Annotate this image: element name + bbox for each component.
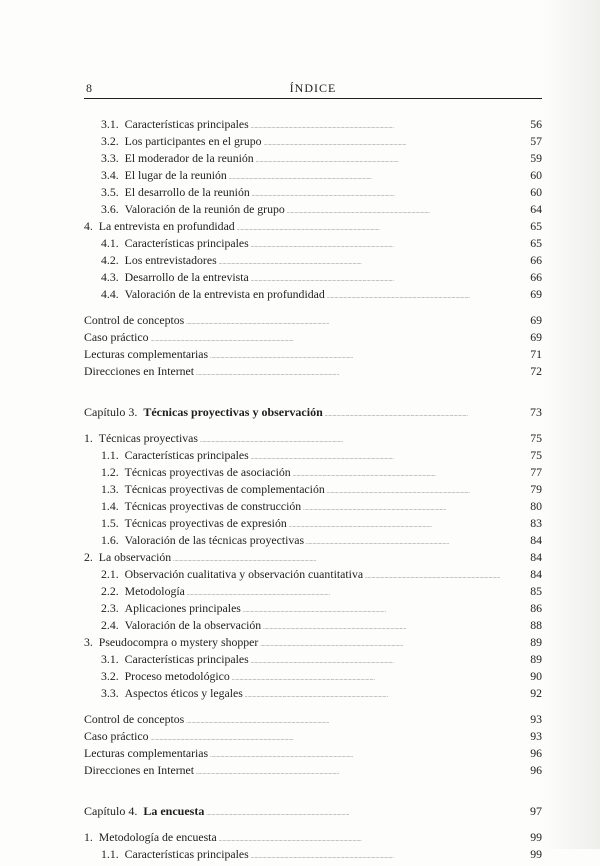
toc-entry-page: 96 [530, 763, 542, 777]
toc-entry-title: La entrevista en profundidad [98, 219, 235, 233]
toc-entry-page: 56 [530, 117, 542, 131]
toc-entry[interactable] [84, 600, 542, 617]
toc-entry-title: Lecturas complementarias [84, 347, 209, 361]
toc-entry-number: 1.3. [101, 482, 119, 496]
page-edge-shadow [542, 0, 600, 849]
toc-entry-title: Control de conceptos [84, 712, 185, 726]
toc-entry-number: 3.2. [101, 669, 119, 683]
toc-entry-number: 2.3. [101, 601, 119, 615]
toc-entry-page: 60 [530, 168, 542, 182]
toc-entry-page: 93 [530, 729, 542, 743]
toc-entry-number: 1.5. [101, 516, 119, 530]
toc-entry-page: 99 [530, 847, 542, 861]
toc-entry-page: 83 [530, 516, 542, 530]
toc-entry[interactable] [84, 651, 542, 668]
toc-entry-title: Observación cualitativa y observación cuantitativa [124, 567, 364, 581]
dot-leader [245, 685, 500, 705]
toc-entry[interactable] [84, 583, 542, 600]
toc-entry[interactable] [84, 150, 542, 167]
toc-entry-title: Caso práctico [84, 729, 149, 743]
toc-entry[interactable] [84, 201, 542, 218]
toc-entry-title: Pseudocompra o mystery shopper [98, 635, 259, 649]
toc-entry[interactable] [84, 312, 542, 329]
toc-entry-number: 2.2. [101, 584, 119, 598]
toc-entry-title: Características principales [124, 652, 249, 666]
toc-entry[interactable] [84, 711, 542, 728]
toc-entry-number: 4.4. [101, 287, 119, 301]
toc-entry-title: Desarrollo de la entrevista [124, 270, 249, 284]
toc-entry[interactable] [84, 685, 542, 702]
dot-leader [325, 404, 500, 424]
toc-entry-title: El desarrollo de la reunión [124, 185, 250, 199]
toc-entry-title: Aspectos éticos y legales [124, 686, 243, 700]
toc-entry[interactable] [84, 286, 542, 303]
toc-entry-page: 96 [530, 746, 542, 760]
toc-entry-page: 60 [530, 185, 542, 199]
toc-entry-number: 1. [84, 830, 93, 844]
toc-entry-title: Características principales [124, 847, 249, 861]
toc-entry-number: 3.1. [101, 117, 119, 131]
toc-entry-title: Características principales [124, 448, 249, 462]
toc-entry-number: 4.2. [101, 253, 119, 267]
toc-entry-title: Técnicas proyectivas de expresión [124, 516, 287, 530]
toc-entry-number: 1.6. [101, 533, 119, 547]
toc-entry-number: 3. [84, 635, 93, 649]
toc-entry[interactable] [84, 269, 542, 286]
toc-entry-title: Direcciones en Internet [84, 364, 195, 378]
toc-entry-page: 80 [530, 499, 542, 513]
toc-spacer [84, 779, 542, 803]
toc-entry-number: 2.4. [101, 618, 119, 632]
toc-entry[interactable] [84, 515, 542, 532]
toc-entry-number: 2. [84, 550, 93, 564]
toc-entry-number: 4.3. [101, 270, 119, 284]
toc-entry-page: 90 [530, 669, 542, 683]
toc-entry[interactable] [84, 133, 542, 150]
toc-entry-title: Técnicas proyectivas [98, 431, 199, 445]
toc-entry-title: Metodología [124, 584, 185, 598]
toc-entry-page: 69 [530, 313, 542, 327]
toc-entry-page: 65 [530, 219, 542, 233]
toc-entry-number: 3.4. [101, 168, 119, 182]
toc-entry-title: La encuesta [143, 804, 205, 818]
toc-entry-title: El lugar de la reunión [124, 168, 227, 182]
toc-entry[interactable] [84, 464, 542, 481]
toc-entry-title: Caso práctico [84, 330, 149, 344]
toc-entry-number: 2.1. [101, 567, 119, 581]
toc-entry[interactable] [84, 252, 542, 269]
toc-entry-number: 1.2. [101, 465, 119, 479]
toc-entry-page: 89 [530, 635, 542, 649]
running-header [84, 80, 542, 99]
toc-entry[interactable] [84, 498, 542, 515]
dot-leader [327, 286, 500, 306]
toc-entry[interactable] [84, 235, 542, 252]
toc-entry-title: Metodología de encuesta [98, 830, 217, 844]
toc-entry-page: 59 [530, 151, 542, 165]
toc-entry-number: 4. [84, 219, 93, 233]
toc-entry-page: 79 [530, 482, 542, 496]
toc-entry[interactable] [84, 532, 542, 549]
toc-entry[interactable] [84, 430, 542, 447]
toc-entry[interactable] [84, 728, 542, 745]
toc-entry[interactable] [84, 218, 542, 235]
toc-entry-title: Valoración de la entrevista en profundidad [124, 287, 325, 301]
toc-entry-page: 84 [530, 550, 542, 564]
toc-entry-page: 65 [530, 236, 542, 250]
toc-entry-title: Características principales [124, 236, 249, 250]
toc-entry-title: Valoración de la observación [124, 618, 262, 632]
toc-entry-page: 85 [530, 584, 542, 598]
toc-entry[interactable] [84, 549, 542, 566]
toc-entry[interactable] [84, 184, 542, 201]
toc-entry-title: La observación [98, 550, 172, 564]
toc-entry[interactable] [84, 167, 542, 184]
toc-entry[interactable] [84, 346, 542, 363]
toc-entry-title: Aplicaciones principales [124, 601, 241, 615]
toc-entry-title: Técnicas proyectivas de complementación [124, 482, 325, 496]
toc-entry-title: Técnicas proyectivas de asociación [124, 465, 291, 479]
dot-leader [251, 846, 500, 866]
toc-entry-page: 86 [530, 601, 542, 615]
toc-entry[interactable] [84, 668, 542, 685]
toc-entry-page: 64 [530, 202, 542, 216]
toc-entry[interactable] [84, 617, 542, 634]
toc-entry-number: 3.3. [101, 686, 119, 700]
toc-entry-title: Los entrevistadores [124, 253, 217, 267]
toc-entry-page: 99 [530, 830, 542, 844]
table-of-contents [84, 116, 542, 863]
toc-entry-number: 1. [84, 431, 93, 445]
toc-entry-title: Características principales [124, 117, 249, 131]
toc-entry-page: 89 [530, 652, 542, 666]
toc-entry-page: 88 [530, 618, 542, 632]
toc-entry-number: 1.1. [101, 847, 119, 861]
toc-entry-title: Técnicas proyectivas de construcción [124, 499, 302, 513]
toc-entry-page: 72 [530, 364, 542, 378]
toc-entry-number: 3.5. [101, 185, 119, 199]
toc-entry-title: Técnicas proyectivas y observación [143, 405, 323, 419]
page-number: 8 [86, 81, 92, 95]
toc-entry-page: 69 [530, 330, 542, 344]
toc-entry-page: 84 [530, 533, 542, 547]
toc-entry-page: 84 [530, 567, 542, 581]
toc-entry-page: 66 [530, 253, 542, 267]
toc-entry[interactable] [84, 481, 542, 498]
toc-entry-title: Direcciones en Internet [84, 763, 195, 777]
toc-entry-number: 4.1. [101, 236, 119, 250]
toc-entry-page: 69 [530, 287, 542, 301]
toc-entry[interactable] [84, 745, 542, 762]
running-title: ÍNDICE [289, 81, 337, 95]
toc-spacer [84, 380, 542, 404]
dot-leader [196, 363, 500, 383]
toc-chapter-entry[interactable] [84, 404, 542, 421]
dot-leader [196, 762, 500, 782]
toc-entry[interactable] [84, 762, 542, 779]
toc-entry-page: 75 [530, 448, 542, 462]
toc-entry-number: 3.2. [101, 134, 119, 148]
toc-entry[interactable] [84, 566, 542, 583]
toc-entry-page: 92 [530, 686, 542, 700]
toc-entry-number: 3.6. [101, 202, 119, 216]
toc-entry-page: 97 [530, 804, 542, 818]
toc-entry-number: 1.1. [101, 448, 119, 462]
toc-entry-page: 93 [530, 712, 542, 726]
toc-entry[interactable] [84, 116, 542, 133]
toc-entry-title: Valoración de las técnicas proyectivas [124, 533, 305, 547]
toc-entry-number: 3.1. [101, 652, 119, 666]
toc-entry-number: Capítulo 3. [84, 405, 138, 419]
toc-chapter-entry[interactable] [84, 803, 542, 820]
toc-entry-page: 75 [530, 431, 542, 445]
toc-entry-title: Valoración de la reunión de grupo [124, 202, 285, 216]
toc-entry-page: 57 [530, 134, 542, 148]
dot-leader [206, 803, 500, 823]
toc-entry-page: 71 [530, 347, 542, 361]
toc-entry-title: Control de conceptos [84, 313, 185, 327]
toc-entry-page: 73 [530, 405, 542, 419]
toc-entry-number: Capítulo 4. [84, 804, 138, 818]
toc-entry[interactable] [84, 447, 542, 464]
toc-entry[interactable] [84, 363, 542, 380]
toc-entry-title: El moderador de la reunión [124, 151, 254, 165]
toc-entry-title: Proceso metodológico [124, 669, 230, 683]
toc-entry-number: 3.3. [101, 151, 119, 165]
toc-entry[interactable] [84, 829, 542, 846]
toc-entry-title: Los participantes en el grupo [124, 134, 262, 148]
toc-entry[interactable] [84, 634, 542, 651]
toc-entry-page: 66 [530, 270, 542, 284]
toc-entry-title: Lecturas complementarias [84, 746, 209, 760]
toc-entry-page: 77 [530, 465, 542, 479]
toc-entry-number: 1.4. [101, 499, 119, 513]
toc-entry[interactable] [84, 329, 542, 346]
